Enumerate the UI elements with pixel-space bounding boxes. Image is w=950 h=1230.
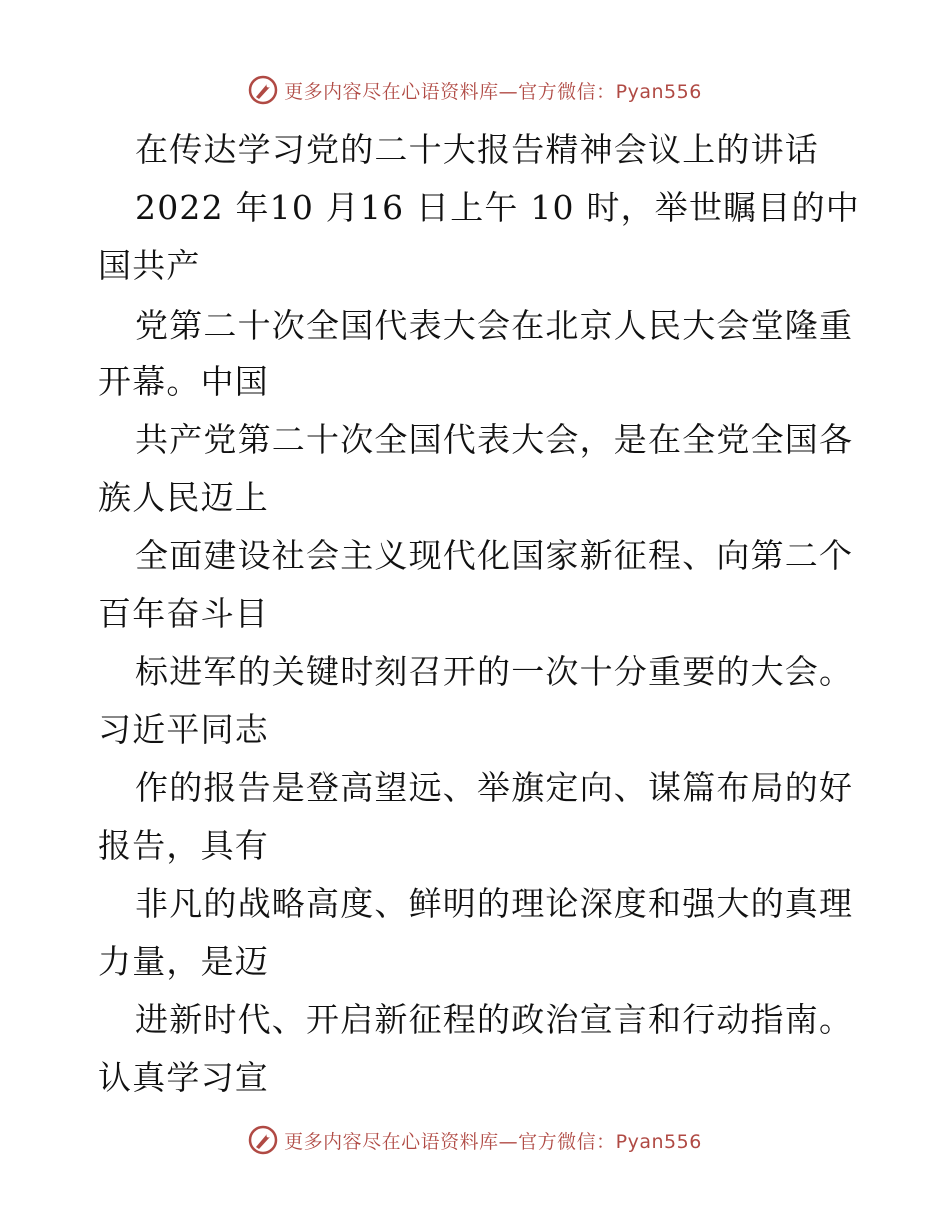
paragraph-line: 作的报告是登高望远、举旗定向、谋篇布局的好 — [135, 768, 854, 807]
paragraph-line: 开幕。中国 — [98, 362, 269, 401]
watermark-text: 更多内容尽在心语资料库—官方微信：Pyan556 — [284, 1130, 702, 1153]
paragraph-line: 2022 年10 月16 日上午 10 时，举世瞩目的中 — [135, 188, 861, 227]
paragraph-line: 力量，是迈 — [98, 942, 269, 981]
paragraph-line: 习近平同志 — [98, 710, 269, 749]
paragraph-line: 国共产 — [98, 246, 201, 285]
paragraph-line: 族人民迈上 — [98, 478, 269, 517]
paragraph-line: 全面建设社会主义现代化国家新征程、向第二个 — [135, 536, 854, 575]
header-watermark-banner — [0, 70, 950, 110]
watermark-text: 更多内容尽在心语资料库—官方微信：Pyan556 — [284, 80, 702, 103]
paragraph-line: 非凡的战略高度、鲜明的理论深度和强大的真理 — [135, 884, 854, 923]
document-title: 在传达学习党的二十大报告精神会议上的讲话 — [135, 130, 819, 169]
pen-nib-logo-icon — [248, 1125, 278, 1155]
paragraph-line: 进新时代、开启新征程的政治宣言和行动指南。 — [135, 1000, 854, 1039]
footer-watermark-banner — [0, 1120, 950, 1160]
pen-nib-logo-icon — [248, 75, 278, 105]
paragraph-line: 认真学习宣 — [98, 1058, 269, 1097]
paragraph-line: 报告，具有 — [98, 826, 269, 865]
paragraph-line: 党第二十次全国代表大会在北京人民大会堂隆重 — [135, 306, 854, 345]
paragraph-line: 标进军的关键时刻召开的一次十分重要的大会。 — [135, 652, 854, 691]
paragraph-line: 百年奋斗目 — [98, 594, 269, 633]
paragraph-line: 共产党第二十次全国代表大会，是在全党全国各 — [135, 420, 854, 459]
